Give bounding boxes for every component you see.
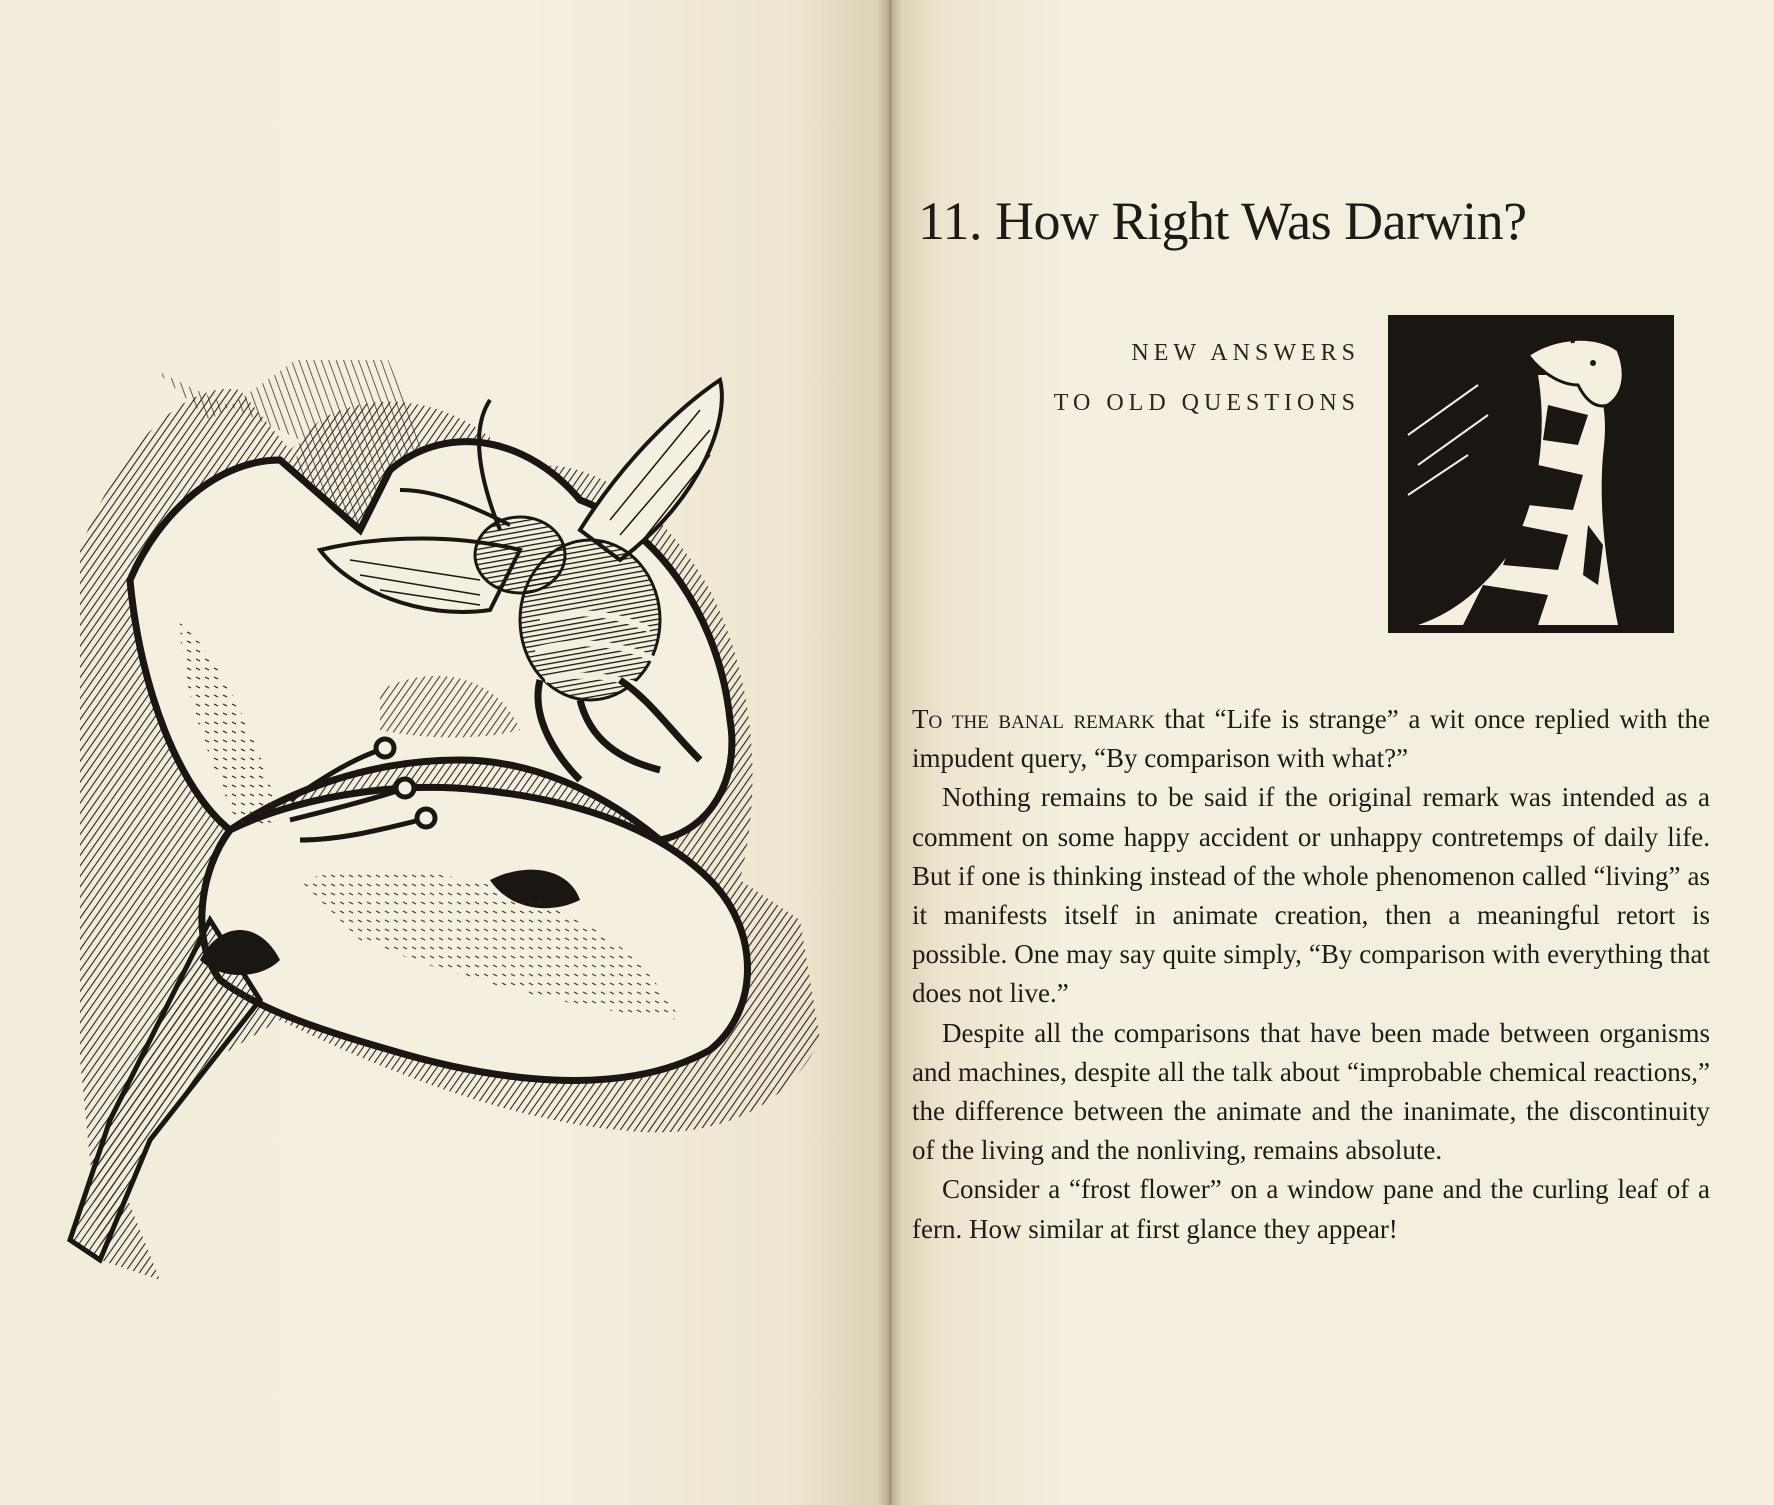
paragraph-1	[912, 700, 1710, 778]
paragraph-1-rest: that “Life is strange” a wit once replied with the impudent query, “By comparison with what?”	[912, 704, 1710, 774]
paragraph-3: Despite all the comparisons that have been made between organisms and machines, despite all the talk about “improbable chemical reactions,” the difference between the animate and the inanimate, the discontinuity of the living and the nonliving, remains absolute.	[912, 1017, 1710, 1166]
chapter-subtitle-line2: TO OLD QUESTIONS	[1053, 390, 1360, 416]
bee-flower-illustration	[60, 360, 860, 1280]
body-text	[912, 700, 1710, 1249]
chapter-title: 11. How Right Was Darwin?	[918, 191, 1527, 251]
book-gutter	[878, 0, 902, 1505]
paragraph-4: Consider a “frost flower” on a window pane and the curling leaf of a fern. How similar at first glance they appear!	[912, 1174, 1710, 1244]
paragraph-2: Nothing remains to be said if the original remark was intended as a comment on some happy accident or unhappy contretemps of daily life. But if one is thinking instead of the whole phenomenon called “living” as it manifests itself in animate creation, then a meaningful retort is possible. One may say quite simply, “By comparison with everything that does not live.”	[912, 782, 1710, 1009]
chapter-subtitle-line1: NEW ANSWERS	[1131, 340, 1360, 366]
paragraph-1-lead: To the banal remark	[912, 704, 1155, 734]
giraffe-illustration	[1388, 315, 1674, 633]
